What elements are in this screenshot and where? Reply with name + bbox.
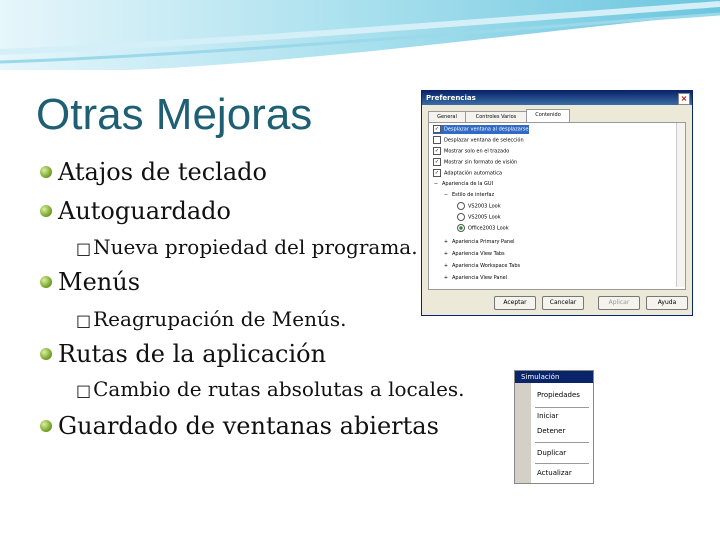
box-glyph-icon: □ [76, 381, 92, 400]
tree-node[interactable] [443, 250, 505, 259]
option-row[interactable] [433, 158, 517, 167]
bullet-rutas [40, 340, 326, 368]
sub-bullet-cambio-rutas [76, 377, 465, 401]
menu-item-iniciar[interactable]: Iniciar [537, 412, 559, 420]
radio-button[interactable] [457, 202, 465, 210]
option-label: Office2003 Look [468, 225, 509, 232]
header-banner [0, 0, 720, 70]
bullet-guardado-ventanas [40, 412, 439, 440]
bullet-atajos [40, 158, 267, 186]
bullet-text: Guardado de ventanas abiertas [58, 412, 439, 440]
checkbox[interactable] [433, 136, 441, 144]
bullet-text: Menús [58, 268, 141, 296]
radio-button[interactable] [457, 224, 465, 232]
sub-bullet-nueva-propiedad [76, 235, 418, 259]
scrollbar[interactable] [676, 123, 685, 287]
aplicar-button[interactable]: Aplicar [598, 296, 640, 310]
option-label: Estilo de interfaz [452, 192, 495, 198]
expand-icon[interactable]: − [433, 180, 439, 187]
menu-separator [535, 407, 589, 408]
tree-node[interactable] [443, 274, 507, 283]
option-label: VS2003 Look [468, 203, 501, 210]
tree-node[interactable] [443, 238, 515, 247]
dialog-title: Preferencias [426, 94, 476, 102]
expand-icon[interactable]: + [443, 274, 449, 281]
option-label: Mostrar solo en el trazado [444, 148, 510, 155]
expand-icon[interactable]: + [443, 262, 449, 269]
sub-bullet-text: Nueva propiedad del programa. [93, 235, 418, 259]
simulacion-menu [514, 370, 594, 484]
tab-contenido[interactable]: Contenido [526, 109, 570, 122]
bullet-menus [40, 268, 140, 296]
menu-item-propiedades[interactable]: Propiedades [537, 391, 580, 399]
dialog-titlebar [422, 91, 692, 105]
menu-separator [535, 463, 589, 464]
bullet-icon [40, 276, 52, 288]
sub-bullet-text: Reagrupación de Menús. [93, 307, 347, 331]
box-glyph-icon: □ [76, 311, 92, 330]
checkbox[interactable]: ✓ [434, 126, 440, 132]
expand-icon[interactable]: + [443, 250, 449, 257]
expand-icon[interactable]: − [443, 191, 449, 198]
radio-row[interactable] [457, 202, 501, 211]
tree-node[interactable] [443, 262, 520, 271]
tab-controles-varios[interactable]: Controles Varios [465, 111, 527, 122]
bullet-text: Rutas de la aplicación [58, 340, 327, 368]
option-row[interactable] [433, 147, 509, 156]
radio-button[interactable] [457, 213, 465, 221]
option-label: VS2005 Look [468, 214, 501, 221]
option-label: Mostrar sin formato de visión [444, 159, 518, 166]
bullet-icon [40, 205, 52, 217]
menu-item-actualizar[interactable]: Actualizar [537, 469, 572, 477]
sub-bullet-reagrupacion [76, 307, 346, 331]
radio-row[interactable] [457, 224, 509, 233]
checkbox[interactable]: ✓ [434, 159, 440, 165]
checkbox[interactable]: ✓ [434, 170, 440, 176]
option-row[interactable] [433, 125, 529, 134]
box-glyph-icon: □ [76, 239, 92, 258]
menu-item-duplicar[interactable]: Duplicar [537, 449, 567, 457]
menu-title[interactable]: Simulación [515, 371, 593, 383]
bullet-autoguardado [40, 197, 231, 225]
aceptar-button[interactable]: Aceptar [494, 296, 536, 310]
sub-bullet-text: Cambio de rutas absolutas a locales. [93, 377, 465, 401]
close-icon[interactable]: × [678, 93, 690, 105]
option-label: Desplazar ventana al desplazarse [444, 126, 529, 133]
bullet-text: Atajos de teclado [58, 158, 267, 186]
option-label: Apariencia View Panel [452, 275, 508, 281]
slide-title: Otras Mejoras [36, 90, 313, 139]
tree-node-estilo[interactable] [443, 191, 494, 200]
ayuda-button[interactable]: Ayuda [646, 296, 688, 310]
cancelar-button[interactable]: Cancelar [542, 296, 584, 310]
option-label: Apariencia de la GUI [442, 181, 494, 187]
menu-separator [535, 442, 589, 443]
bullet-icon [40, 166, 52, 178]
menu-item-detener[interactable]: Detener [537, 427, 566, 435]
tree-node-gui[interactable] [433, 180, 493, 189]
preferences-dialog [421, 90, 693, 316]
radio-row[interactable] [457, 213, 501, 222]
option-row[interactable] [433, 169, 502, 178]
option-label: Adaptación automatica [444, 170, 503, 177]
option-label: Apariencia Primary Panel [452, 239, 515, 245]
option-label: Apariencia Workspace Tabs [452, 263, 521, 269]
bullet-icon [40, 420, 52, 432]
option-label: Desplazar ventana de selección [444, 137, 524, 144]
checkbox[interactable]: ✓ [434, 148, 440, 154]
bullet-icon [40, 348, 52, 360]
option-row[interactable] [433, 136, 524, 145]
menu-icon-strip [515, 383, 531, 483]
tab-general[interactable]: General [428, 111, 466, 122]
option-label: Apariencia View Tabs [452, 251, 505, 257]
options-panel [428, 122, 686, 290]
bullet-text: Autoguardado [58, 197, 231, 225]
expand-icon[interactable]: + [443, 238, 449, 245]
